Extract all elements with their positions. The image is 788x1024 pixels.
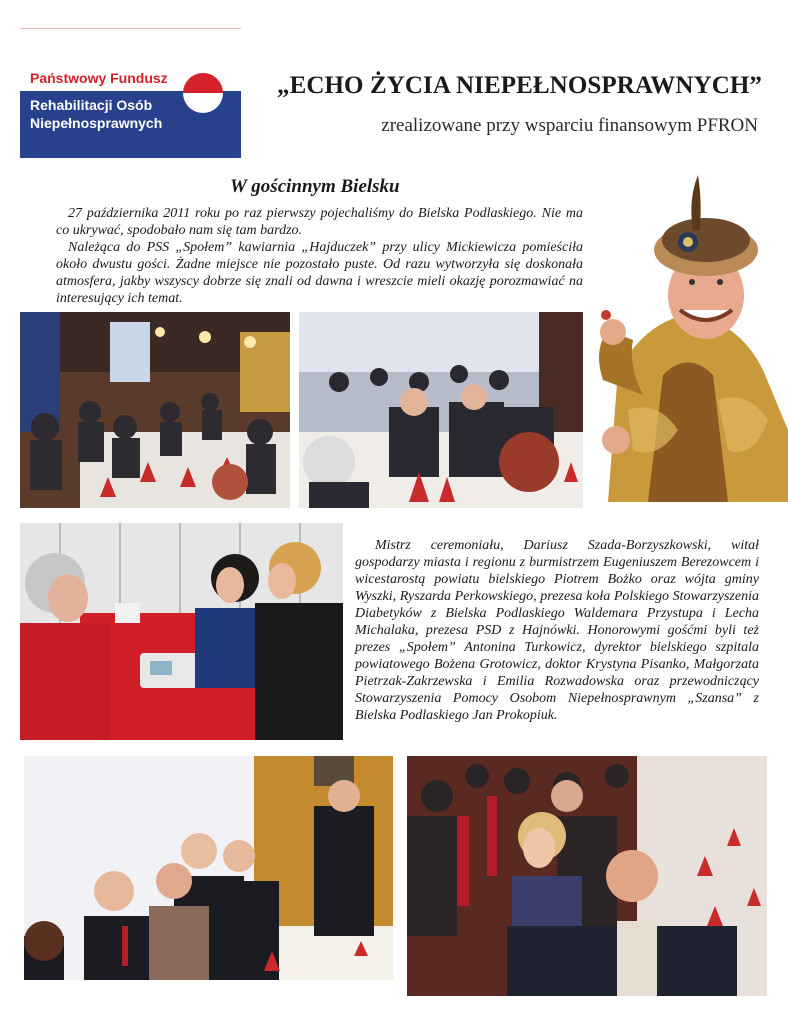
intro-paragraph-1: 27 października 2011 roku po raz pierwszy pojechaliśmy do Bielska Podlaskiego. Nie ma co ukrywać, spodobało nam się tam bardzo. <box>56 206 583 238</box>
costumed-host-photo <box>588 170 788 502</box>
logo-line-2: Rehabilitacji Osób <box>30 97 153 113</box>
page-subtitle: zrealizowane przy wsparciu finansowym PFRON <box>381 115 758 136</box>
banquet-hall-photo <box>20 312 290 508</box>
page-title: „ECHO ŻYCIA NIEPEŁNOSPRAWNYCH” <box>276 72 762 99</box>
pfron-logo <box>20 28 241 158</box>
story-text <box>355 537 759 724</box>
health-check-photo <box>20 523 343 740</box>
article-heading: W gościnnym Bielsku <box>230 176 400 197</box>
logo-line-1: Państwowy Fundusz <box>30 70 168 86</box>
intro-text <box>56 205 583 307</box>
applauding-guests-photo <box>24 756 393 980</box>
seated-guests-photo <box>299 312 583 508</box>
long-table-guests-photo <box>407 756 767 996</box>
story-paragraph: Mistrz ceremoniału, Dariusz Szada-Borzyszkowski, witał gospodarzy miasta i regionu z burmistrzem Eugeniuszem Berezowcem i wicestarostą powiatu bielskiego Piotrem Bożko oraz wójta gminy Wyszki, Ryszarda Perkowskiego, prezesa koła Polskiego Stowarzyszenia Diabetyków z Bielska Podlaskiego Waldemara Przystupa i Lecha Michalaka, prezesa PSD z Hajnówki. Honorowymi gośćmi byli też prezes „Społem” Antonina Turkowicz, dyrektor bielskiego szpitala powiatowego Bożena Grotowicz, doktor Krystyna Pisanko, Małgorzata Pietrzak-Zakrzewska i Emilia Rozwadowska oraz przewodniczący Stowarzyszenia Pomocy Osobom Niepełnosprawnym „Szansa” z Bielska Podlaskiego Jan Prokopiuk. <box>355 538 759 723</box>
logo-circle-icon <box>183 73 223 113</box>
logo-line-3: Niepełnosprawnych <box>30 115 163 131</box>
intro-paragraph-2: Należąca do PSS „Społem” kawiarnia „Hajduczek” przy ulicy Mickiewicza pomieściła około dwustu gości. Żadne miejsce nie pozostało puste. Od razu wytworzyła się doskonała atmosfera, jakby wszyscy dobrze się znali od dawna i wreszcie mieli okazję porozmawiać na interesujący ich temat. <box>56 240 583 306</box>
